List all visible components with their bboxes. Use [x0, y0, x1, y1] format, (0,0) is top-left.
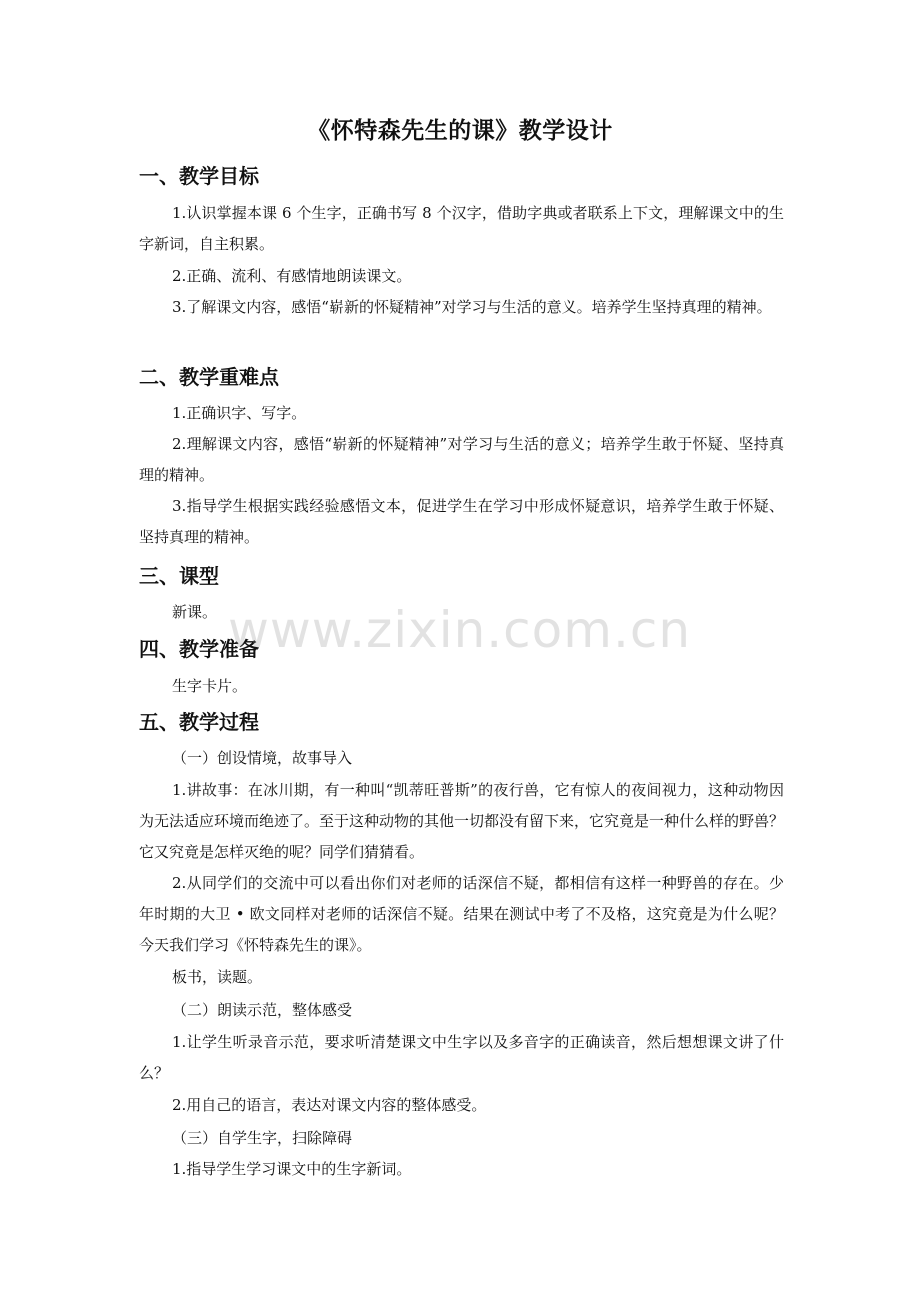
process-part2-item-1: 1.让学生听录音示范，要求听清楚课文中生字以及多音字的正确读音，然后想想课文讲了什么？ [139, 1033, 784, 1082]
heading-preparation: 四、教学准备 [139, 637, 259, 661]
heading-lesson-type: 三、课型 [139, 564, 219, 588]
watermark: www.zixin.com.cn [228, 601, 692, 659]
lesson-type-text: 新课。 [172, 603, 218, 621]
goal-item-1: 1.认识掌握本课 6 个生字，正确书写 8 个汉字，借助字典或者联系上下文，理解课文中的生字新词，自主积累。 [139, 204, 784, 253]
goal-item-3: 3.了解课文内容，感悟“崭新的怀疑精神”对学习与生活的意义。培养学生坚持真理的精神。 [172, 298, 772, 316]
process-part1-item-1: 1.讲故事：在冰川期，有一种叫“凯蒂旺普斯”的夜行兽，它有惊人的夜间视力，这种动物因为无法适应环境而绝迹了。至于这种动物的其他一切都没有留下来，它究竟是一种什么样的野兽？它又究竟是怎样灭绝的呢？同学们猜猜看。 [139, 781, 785, 861]
process-part2-item-2: 2.用自己的语言，表达对课文内容的整体感受。 [172, 1096, 487, 1114]
key-point-2: 2.理解课文内容，感悟“崭新的怀疑精神”对学习与生活的意义；培养学生敢于怀疑、坚持真理的精神。 [139, 435, 784, 484]
heading-teaching-process: 五、教学过程 [139, 710, 259, 734]
key-point-1: 1.正确识字、写字。 [172, 404, 307, 422]
process-part1-title: （一）创设情境，故事导入 [172, 749, 353, 767]
preparation-text: 生字卡片。 [172, 677, 248, 695]
document-title: 《怀特森先生的课》教学设计 [307, 118, 613, 144]
process-part3-item-1: 1.指导学生学习课文中的生字新词。 [172, 1160, 412, 1178]
process-part2-title: （二）朗读示范，整体感受 [172, 1001, 353, 1019]
key-point-3: 3.指导学生根据实践经验感悟文本，促进学生在学习中形成怀疑意识，培养学生敢于怀疑、坚持真理的精神。 [139, 497, 784, 546]
heading-key-points: 二、教学重难点 [139, 365, 279, 389]
process-part1-item-3: 板书，读题。 [172, 968, 263, 986]
heading-teaching-goals: 一、教学目标 [139, 164, 259, 188]
goal-item-2: 2.正确、流利、有感情地朗读课文。 [172, 267, 412, 285]
process-part1-item-2: 2.从同学们的交流中可以看出你们对老师的话深信不疑，都相信有这样一种野兽的存在。少年时期的大卫 • 欧文同样对老师的话深信不疑。结果在测试中考了不及格，这究竟是为什么呢？今天我们学习《怀特森先生的课》。 [139, 874, 784, 954]
process-part3-title: （三）自学生字，扫除障碍 [172, 1129, 353, 1147]
